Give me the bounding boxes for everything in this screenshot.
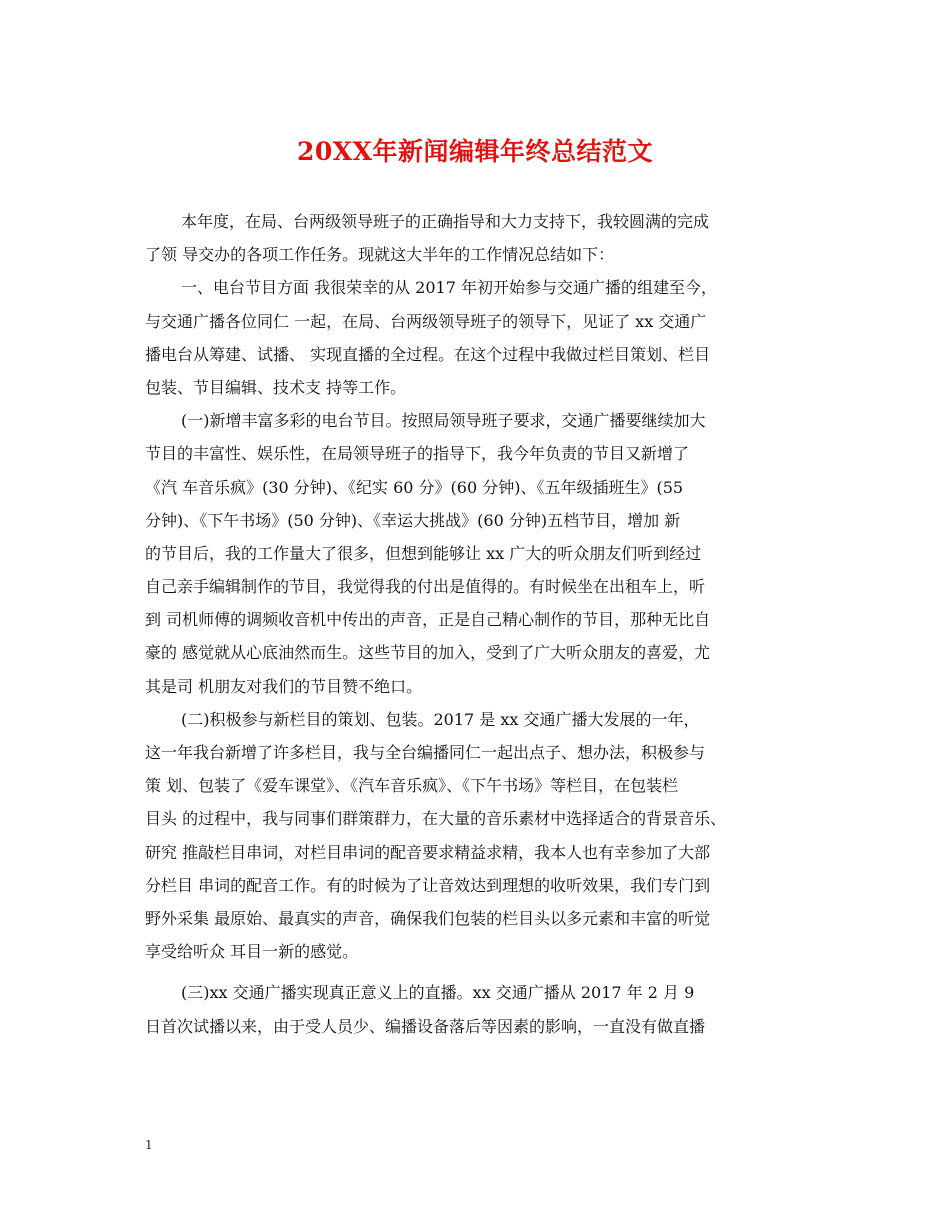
text-line: 到 司机师傅的调频收音机中传出的声音，正是自己精心制作的节目，那种无比自 xyxy=(145,610,711,630)
text-line: 目头 的过程中，我与同事们群策群力，在大量的音乐素材中选择适合的背景音乐、 xyxy=(145,809,727,829)
text-line: 的节目后，我的工作量大了很多，但想到能够让 xx 广大的听众朋友们听到经过 xyxy=(145,543,702,563)
text-line: 野外采集 最原始、最真实的声音，确保我们包装的栏目头以多元素和丰富的听觉 xyxy=(145,908,711,928)
text-line: (二)积极参与新栏目的策划、包装。2017 是 xx 交通广播大发展的一年， xyxy=(181,709,700,729)
text-line: 包装、节目编辑、技术支 持等工作。 xyxy=(145,377,407,397)
text-line: 本年度，在局、台两级领导班子的正确指导和大力支持下，我较圆满的完成 xyxy=(181,212,710,231)
page-number: 1 xyxy=(145,1138,153,1152)
text-line: 策 划、包装了《爱车课堂》、《汽车音乐疯》、《下午书场》等栏目，在包装栏 xyxy=(145,776,679,796)
text-line: (三)xx 交通广播实现真正意义上的直播。xx 交通广播从 2017 年 2 月 9 xyxy=(181,983,695,1003)
text-line: 豪的 感觉就从心底油然而生。这些节目的加入，受到了广大听众朋友的喜爱，尤 xyxy=(145,643,711,663)
text-line: 与交通广播各位同仁 一起，在局、台两级领导班子的领导下，见证了 xx 交通广 xyxy=(145,311,707,331)
text-line: 《汽 车音乐疯》(30 分钟)、《纪实 60 分》(60 分钟)、《五年级插班生》(55 xyxy=(145,477,684,497)
text-line: 节目的丰富性、娱乐性，在局领导班子的指导下，我今年负责的节目又新增了 xyxy=(145,444,690,464)
text-line: 播电台从筹建、试播、 实现直播的全过程。在这个过程中我做过栏目策划、栏目 xyxy=(145,344,711,364)
text-line: (一)新增丰富多彩的电台节目。按照局领导班子要求，交通广播要继续加大 xyxy=(181,411,706,431)
text-line: 分钟)、《下午书场》(50 分钟)、《幸运大挑战》(60 分钟)五档节目，增加 新 xyxy=(145,510,681,530)
text-line: 一、电台节目方面 我很荣幸的从 2017 年初开始参与交通广播的组建至今， xyxy=(181,278,717,298)
text-line: 了领 导交办的各项工作任务。现就这大半年的工作情况总结如下： xyxy=(145,245,615,265)
text-line: 研究 推敲栏目串词，对栏目串词的配音要求精益求精，我本人也有幸参加了大部 xyxy=(145,842,711,862)
text-line: 日首次试播以来，由于受人员少、编播设备落后等因素的影响，一直没有做直播 xyxy=(145,1016,706,1036)
document-title: 20XX年新闻编辑年终总结范文 xyxy=(296,137,654,166)
document-body xyxy=(145,205,817,1043)
text-line: 分栏目 串词的配音工作。有的时候为了让音效达到理想的收听效果，我们专门到 xyxy=(145,875,711,895)
text-line: 自己亲手编辑制作的节目，我觉得我的付出是值得的。有时候坐在出租车上，听 xyxy=(145,577,706,597)
text-line: 享受给听众 耳目一新的感觉。 xyxy=(145,942,359,962)
text-line: 其是司 机朋友对我们的节目赞不绝口。 xyxy=(145,676,423,696)
text-line: 这一年我台新增了许多栏目，我与全台编播同仁一起出点子、想办法，积极参与 xyxy=(145,743,706,762)
